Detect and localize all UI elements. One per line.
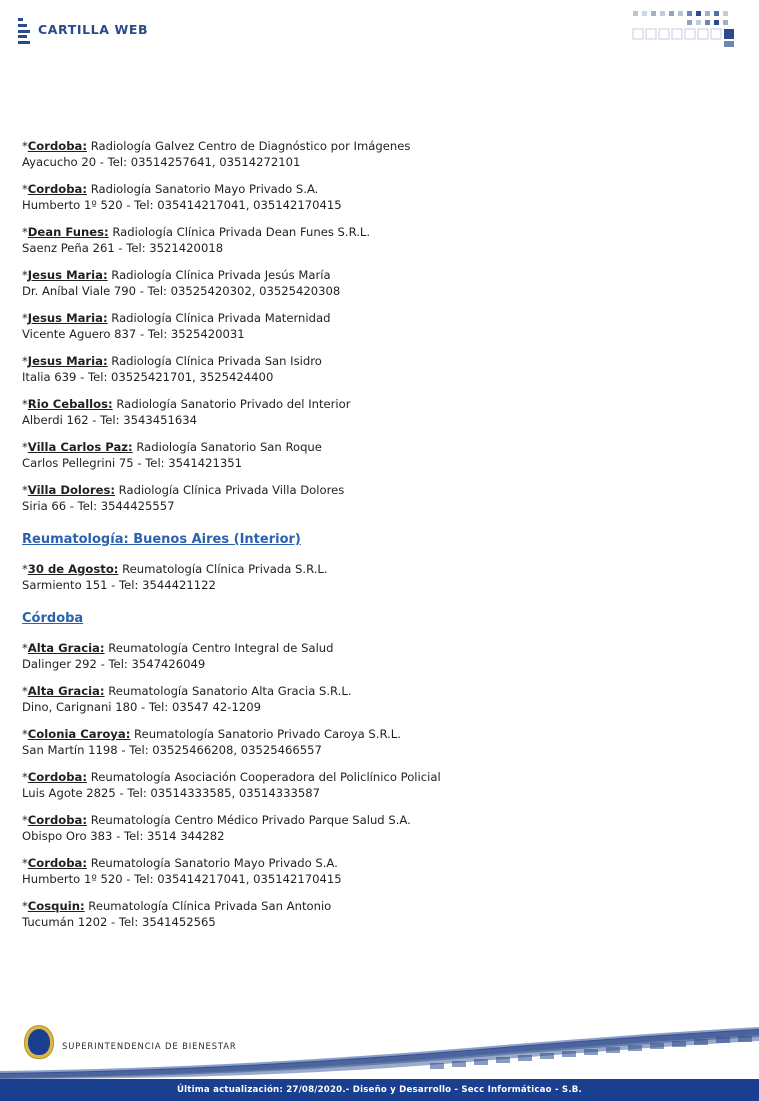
entry-title-line <box>22 769 722 785</box>
entry-description: Reumatología Clínica Privada S.R.L. <box>118 562 328 576</box>
list-item <box>22 561 722 593</box>
list-item <box>22 138 722 170</box>
page-header <box>0 0 759 62</box>
entry-address: Alberdi 162 - Tel: 3543451634 <box>22 413 197 427</box>
entry-address: Obispo Oro 383 - Tel: 3514 344282 <box>22 829 225 843</box>
entry-title-line <box>22 561 722 577</box>
bullet-star: * <box>22 684 28 698</box>
entry-city: Alta Gracia: <box>27 684 105 698</box>
entry-city: Cordoba: <box>27 182 88 196</box>
entry-city: Colonia Caroya: <box>27 727 131 741</box>
bullet-star: * <box>22 139 28 153</box>
bullet-star: * <box>22 397 28 411</box>
list-item <box>22 310 722 342</box>
entry-address: Saenz Peña 261 - Tel: 3521420018 <box>22 241 224 255</box>
entry-city: Jesus Maria: <box>27 311 108 325</box>
bullet-star: * <box>22 641 28 655</box>
entry-description: Reumatología Sanatorio Privado Caroya S.R.L. <box>130 727 401 741</box>
list-item <box>22 353 722 385</box>
entry-description: Radiología Sanatorio San Roque <box>132 440 322 454</box>
bullet-star: * <box>22 856 28 870</box>
list-item <box>22 267 722 299</box>
page-title: CARTILLA WEB <box>38 22 149 37</box>
entry-city: Villa Dolores: <box>27 483 115 497</box>
bullet-star: * <box>22 440 28 454</box>
bullet-star: * <box>22 899 28 913</box>
bullet-star: * <box>22 354 28 368</box>
entry-address: Humberto 1º 520 - Tel: 035414217041, 035142170415 <box>22 872 342 886</box>
entry-title-line <box>22 640 722 656</box>
entry-address: Humberto 1º 520 - Tel: 035414217041, 035142170415 <box>22 198 342 212</box>
entry-title-line <box>22 482 722 498</box>
entry-description: Radiología Galvez Centro de Diagnóstico por Imágenes <box>87 139 411 153</box>
entry-list-radiologia <box>22 138 722 514</box>
footer-organization-label: SUPERINTENDENCIA DE BIENESTAR <box>62 1041 237 1051</box>
footer-wave-decoration <box>0 1027 759 1079</box>
entry-description: Reumatología Sanatorio Mayo Privado S.A. <box>87 856 338 870</box>
directory-content <box>22 138 722 941</box>
entry-city: Dean Funes: <box>27 225 109 239</box>
entry-address: Ayacucho 20 - Tel: 03514257641, 03514272101 <box>22 155 301 169</box>
list-item <box>22 898 722 930</box>
entry-title-line <box>22 224 722 240</box>
entry-title-line <box>22 310 722 326</box>
entry-title-line <box>22 855 722 871</box>
entry-address: Sarmiento 151 - Tel: 3544421122 <box>22 578 216 592</box>
bullet-star: * <box>22 562 28 576</box>
entry-city: Cordoba: <box>27 139 88 153</box>
list-item <box>22 396 722 428</box>
list-item <box>22 769 722 801</box>
entry-description: Reumatología Sanatorio Alta Gracia S.R.L. <box>104 684 352 698</box>
bullet-star: * <box>22 770 28 784</box>
entry-city: Villa Carlos Paz: <box>27 440 133 454</box>
bars-logo-icon <box>18 18 30 44</box>
entry-address: Dino, Carignani 180 - Tel: 03547 42-1209 <box>22 700 261 714</box>
list-item <box>22 726 722 758</box>
entry-address: Luis Agote 2825 - Tel: 03514333585, 03514333587 <box>22 786 321 800</box>
entry-address: Italia 639 - Tel: 03525421701, 3525424400 <box>22 370 274 384</box>
entry-description: Radiología Clínica Privada Maternidad <box>107 311 331 325</box>
entry-address: Siria 66 - Tel: 3544425557 <box>22 499 175 513</box>
entry-address: Dalinger 292 - Tel: 3547426049 <box>22 657 206 671</box>
page-footer <box>0 1015 759 1101</box>
entry-description: Radiología Sanatorio Mayo Privado S.A. <box>87 182 319 196</box>
entry-description: Reumatología Centro Integral de Salud <box>104 641 334 655</box>
entry-address: Tucumán 1202 - Tel: 3541452565 <box>22 915 216 929</box>
bullet-star: * <box>22 182 28 196</box>
bullet-star: * <box>22 813 28 827</box>
entry-description: Radiología Clínica Privada Villa Dolores <box>115 483 345 497</box>
entry-city: Cordoba: <box>27 770 88 784</box>
list-item <box>22 683 722 715</box>
entry-title-line <box>22 396 722 412</box>
entry-description: Reumatología Asociación Cooperadora del Policlínico Policial <box>87 770 441 784</box>
entry-description: Radiología Clínica Privada San Isidro <box>107 354 322 368</box>
entry-city: Jesus Maria: <box>27 354 108 368</box>
entry-title-line <box>22 439 722 455</box>
entry-list-buenos-aires <box>22 561 722 593</box>
squares-decoration-icon <box>631 8 751 52</box>
entry-city: Rio Ceballos: <box>27 397 113 411</box>
list-item <box>22 812 722 844</box>
entry-city: Jesus Maria: <box>27 268 108 282</box>
list-item <box>22 482 722 514</box>
entry-title-line <box>22 267 722 283</box>
entry-description: Reumatología Centro Médico Privado Parque Salud S.A. <box>87 813 411 827</box>
list-item <box>22 855 722 887</box>
bullet-star: * <box>22 268 28 282</box>
footer-bar <box>0 1079 759 1101</box>
entry-description: Radiología Clínica Privada Jesús María <box>107 268 331 282</box>
section-heading-cordoba[interactable]: Córdoba <box>22 611 84 626</box>
entry-title-line <box>22 726 722 742</box>
entry-city: Cordoba: <box>27 856 88 870</box>
entry-title-line <box>22 138 722 154</box>
bullet-star: * <box>22 727 28 741</box>
entry-address: Dr. Aníbal Viale 790 - Tel: 03525420302, 03525420308 <box>22 284 341 298</box>
list-item <box>22 640 722 672</box>
entry-title-line <box>22 181 722 197</box>
entry-title-line <box>22 898 722 914</box>
entry-city: Alta Gracia: <box>27 641 105 655</box>
entry-city: Cordoba: <box>27 813 88 827</box>
institutional-seal-icon <box>24 1025 54 1059</box>
list-item <box>22 224 722 256</box>
entry-city: 30 de Agosto: <box>27 562 119 576</box>
bullet-star: * <box>22 225 28 239</box>
entry-title-line <box>22 683 722 699</box>
bullet-star: * <box>22 483 28 497</box>
section-heading-reumatologia-buenos-aires[interactable]: Reumatología: Buenos Aires (Interior) <box>22 532 301 547</box>
footer-update-text: Última actualización: 27/08/2020.- Diseño y Desarrollo - Secc Informáticao - S.B. <box>176 1085 582 1095</box>
list-item <box>22 439 722 471</box>
entry-title-line <box>22 353 722 369</box>
entry-description: Radiología Sanatorio Privado del Interior <box>112 397 351 411</box>
list-item <box>22 181 722 213</box>
entry-list-cordoba <box>22 640 722 930</box>
bullet-star: * <box>22 311 28 325</box>
entry-city: Cosquin: <box>27 899 85 913</box>
entry-description: Reumatología Clínica Privada San Antonio <box>84 899 332 913</box>
entry-title-line <box>22 812 722 828</box>
entry-description: Radiología Clínica Privada Dean Funes S.R.L. <box>108 225 371 239</box>
entry-address: Vicente Aguero 837 - Tel: 3525420031 <box>22 327 245 341</box>
entry-address: San Martín 1198 - Tel: 03525466208, 03525466557 <box>22 743 322 757</box>
entry-address: Carlos Pellegrini 75 - Tel: 3541421351 <box>22 456 243 470</box>
